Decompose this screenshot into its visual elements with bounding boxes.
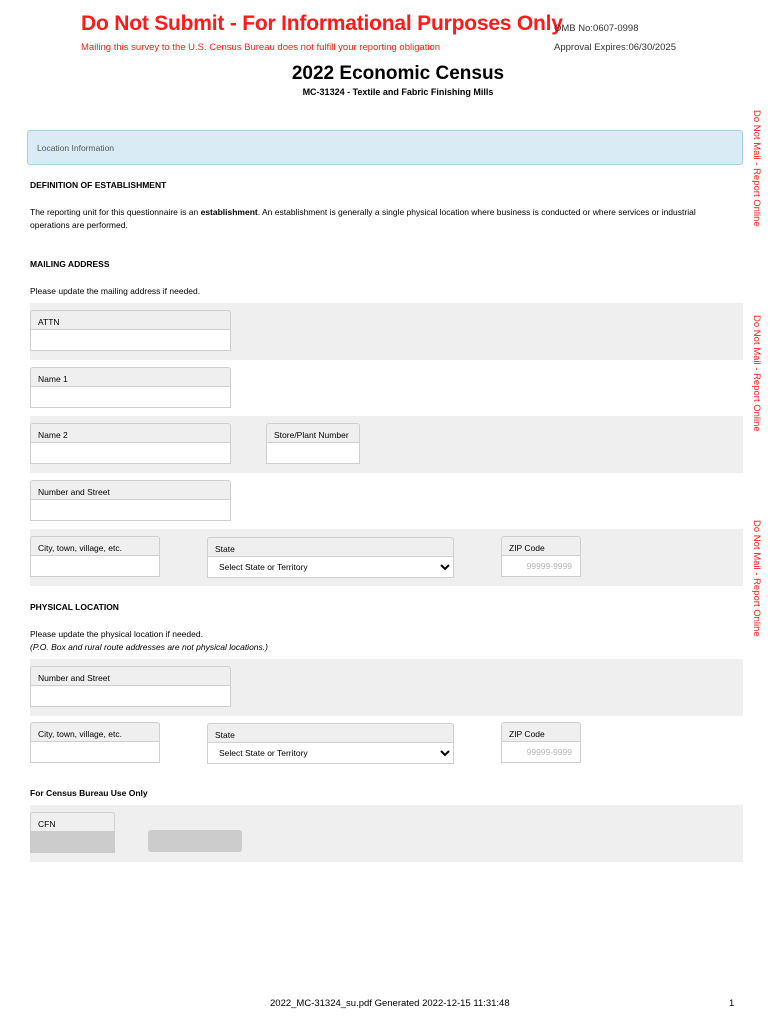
mailing-state-select[interactable]	[207, 556, 454, 578]
physical-instruction: Please update the physical location if needed.	[30, 629, 203, 639]
attn-input[interactable]	[30, 329, 231, 351]
physical-zip-input[interactable]	[501, 741, 581, 763]
name1-label: Name 1	[30, 367, 231, 386]
name1-field	[30, 367, 231, 408]
physical-state-select[interactable]	[207, 742, 454, 764]
cfn-value	[30, 831, 115, 853]
physical-city-field	[30, 722, 160, 763]
side-note-2: Do Not Mail - Report Online	[751, 315, 762, 432]
definition-heading: DEFINITION OF ESTABLISHMENT	[30, 180, 167, 190]
definition-text: The reporting unit for this questionnaire is an establishment. An establishment is generally a single physical location where business is conducted or where services or industrial operations are performed.	[30, 207, 696, 230]
omb-number: OMB No:0607-0998	[554, 23, 639, 34]
physical-heading: PHYSICAL LOCATION	[30, 602, 119, 612]
name2-label: Name 2	[30, 423, 231, 442]
physical-state-label: State	[207, 723, 454, 742]
physical-city-label: City, town, village, etc.	[30, 722, 160, 741]
mailing-heading: MAILING ADDRESS	[30, 259, 110, 269]
page-number: 1	[729, 998, 735, 1009]
physical-zip-field	[501, 722, 581, 763]
cfn-secondary-field	[148, 830, 242, 852]
mailing-zip-label: ZIP Code	[501, 536, 581, 555]
warning-title: Do Not Submit - For Informational Purposes Only	[81, 12, 563, 35]
store-plant-input[interactable]	[266, 442, 360, 464]
location-info-banner	[27, 130, 743, 165]
mailing-street-input[interactable]	[30, 499, 231, 521]
mailing-city-label: City, town, village, etc.	[30, 536, 160, 555]
census-use-heading: For Census Bureau Use Only	[30, 788, 148, 798]
cfn-band	[30, 805, 743, 862]
mailing-zip-field	[501, 536, 581, 577]
warning-subtitle: Mailing this survey to the U.S. Census Bureau does not fulfill your reporting obligation	[81, 42, 441, 53]
name1-input[interactable]	[30, 386, 231, 408]
mailing-zip-input[interactable]	[501, 555, 581, 577]
mailing-street-label: Number and Street	[30, 480, 231, 499]
mailing-city-field	[30, 536, 160, 577]
banner-label: Location Information	[37, 143, 115, 153]
attn-field	[30, 310, 231, 351]
physical-street-field	[30, 666, 231, 707]
store-plant-field	[266, 423, 360, 464]
cfn-label: CFN	[30, 812, 115, 831]
name2-input[interactable]	[30, 442, 231, 464]
mailing-city-input[interactable]	[30, 555, 160, 577]
physical-state-field	[207, 723, 454, 764]
name2-field	[30, 423, 231, 464]
physical-street-label: Number and Street	[30, 666, 231, 685]
mailing-state-field	[207, 537, 454, 578]
approval-expires: Approval Expires:06/30/2025	[554, 42, 676, 53]
footer-text: 2022_MC-31324_su.pdf Generated 2022-12-15 11:31:48	[270, 998, 510, 1009]
physical-street-input[interactable]	[30, 685, 231, 707]
side-note-3: Do Not Mail - Report Online	[751, 520, 762, 637]
mailing-street-field	[30, 480, 231, 521]
mailing-instruction: Please update the mailing address if needed.	[30, 286, 201, 296]
cfn-field	[30, 812, 115, 853]
mailing-state-label: State	[207, 537, 454, 556]
physical-zip-label: ZIP Code	[501, 722, 581, 741]
attn-label: ATTN	[30, 310, 231, 329]
side-note-1: Do Not Mail - Report Online	[751, 110, 762, 227]
form-subtitle: MC-31324 - Textile and Fabric Finishing Mills	[302, 87, 494, 97]
physical-city-input[interactable]	[30, 741, 160, 763]
physical-note: (P.O. Box and rural route addresses are not physical locations.)	[30, 642, 268, 652]
store-plant-label: Store/Plant Number	[266, 423, 360, 442]
page-title: 2022 Economic Census	[291, 63, 505, 84]
